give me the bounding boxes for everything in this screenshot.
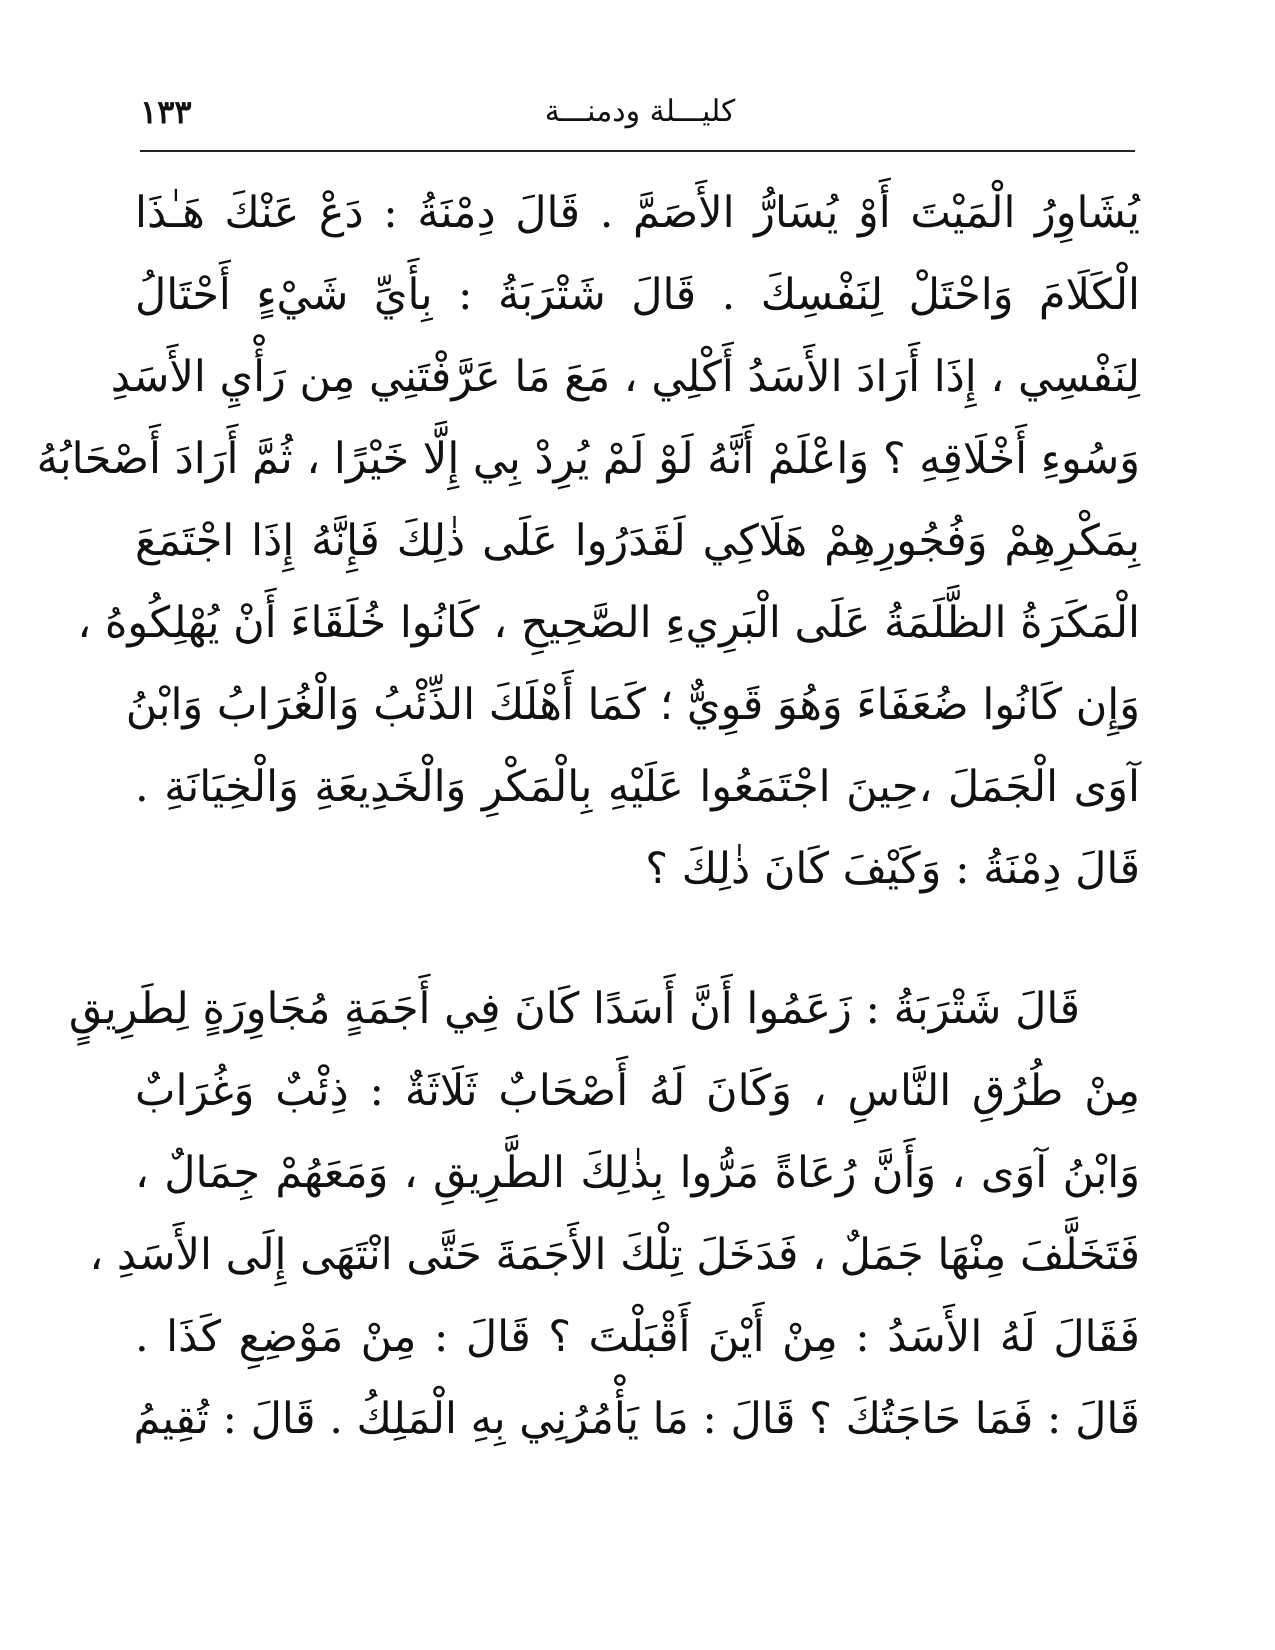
paragraph-2 [68,968,1140,1460]
text-line: وَسُوءِ أَخْلَاقِهِ ؟ وَاعْلَمْ أَنَّهُ لَوْ لَمْ يُرِدْ بِي إِلَّا خَيْرًا ، ثُمَّ أَرَادَ أَصْحَابُهُ [36,434,1140,484]
text-line: وَابْنُ آوَى ، وَأَنَّ رُعَاةً مَرُّوا بِذٰلِكَ الطَّرِيقِ ، وَمَعَهُمْ جِمَالٌ ، [135,1148,1140,1198]
text-line: قَالَ دِمْنَةُ : وَكَيْفَ كَانَ ذٰلِكَ ؟ [645,844,1140,894]
text-line: الْكَلَامَ وَاحْتَلْ لِنَفْسِكَ . قَالَ شَتْرَبَةُ : بِأَيِّ شَيْءٍ أَحْتَالُ [135,270,1140,320]
text-line: قَالَ : فَمَا حَاجَتُكَ ؟ قَالَ : مَا يَأْمُرُنِي بِهِ الْمَلِكُ . قَالَ : تُقِيمُ [133,1394,1140,1444]
header-rule [140,150,1135,152]
running-title: كليـــلة ودمنـــة [544,94,736,129]
text-line: وَإِن كَانُوا ضُعَفَاءَ وَهُوَ قَوِيٌّ ؛ كَمَا أَهْلَكَ الذِّئْبُ وَالْغُرَابُ وَابْنُ [125,680,1140,730]
text-line: الْمَكَرَةُ الظَّلَمَةُ عَلَى الْبَرِيءِ الصَّحِيحِ ، كَانُوا خُلَقَاءَ أَنْ يُهْلِكُوهُ ، [77,598,1140,648]
page-header [140,88,1140,144]
text-line: لِنَفْسِي ، إِذَا أَرَادَ الأَسَدُ أَكْلِي ، مَعَ مَا عَرَّفْتَنِي مِن رَأْيِ الأَسَدِ [110,352,1140,402]
text-line: مِنْ طُرُقِ النَّاسِ ، وَكَانَ لَهُ أَصْحَابٌ ثَلَاثَةٌ : ذِئْبٌ وَغُرَابٌ [135,1066,1140,1116]
page-number: ١٣٣ [140,93,192,131]
text-line: فَقَالَ لَهُ الأَسَدُ : مِنْ أَيْنَ أَقْبَلْتَ ؟ قَالَ : مِنْ مَوْضِعِ كَذَا . [135,1312,1140,1362]
text-line: يُشَاوِرُ الْمَيْتَ أَوْ يُسَارُّ الأَصَمَّ . قَالَ دِمْنَةُ : دَعْ عَنْكَ هَـٰذَا [135,188,1140,238]
text-line: قَالَ شَتْرَبَةُ : زَعَمُوا أَنَّ أَسَدًا كَانَ فِي أَجَمَةٍ مُجَاوِرَةٍ لِطَرِيقٍ [68,984,1080,1034]
paragraph-1 [36,172,1140,910]
text-line: بِمَكْرِهِمْ وَفُجُورِهِمْ هَلَاكِي لَقَدَرُوا عَلَى ذٰلِكَ فَإِنَّهُ إِذَا اجْتَمَعَ [135,516,1140,566]
text-line: فَتَخَلَّفَ مِنْهَا جَمَلٌ ، فَدَخَلَ تِلْكَ الأَجَمَةَ حَتَّى انْتَهَى إِلَى الأَسَدِ ، [89,1230,1140,1280]
text-line: آوَى الْجَمَلَ ،حِينَ اجْتَمَعُوا عَلَيْهِ بِالْمَكْرِ وَالْخَدِيعَةِ وَالْخِيَانَةِ . [135,762,1140,812]
